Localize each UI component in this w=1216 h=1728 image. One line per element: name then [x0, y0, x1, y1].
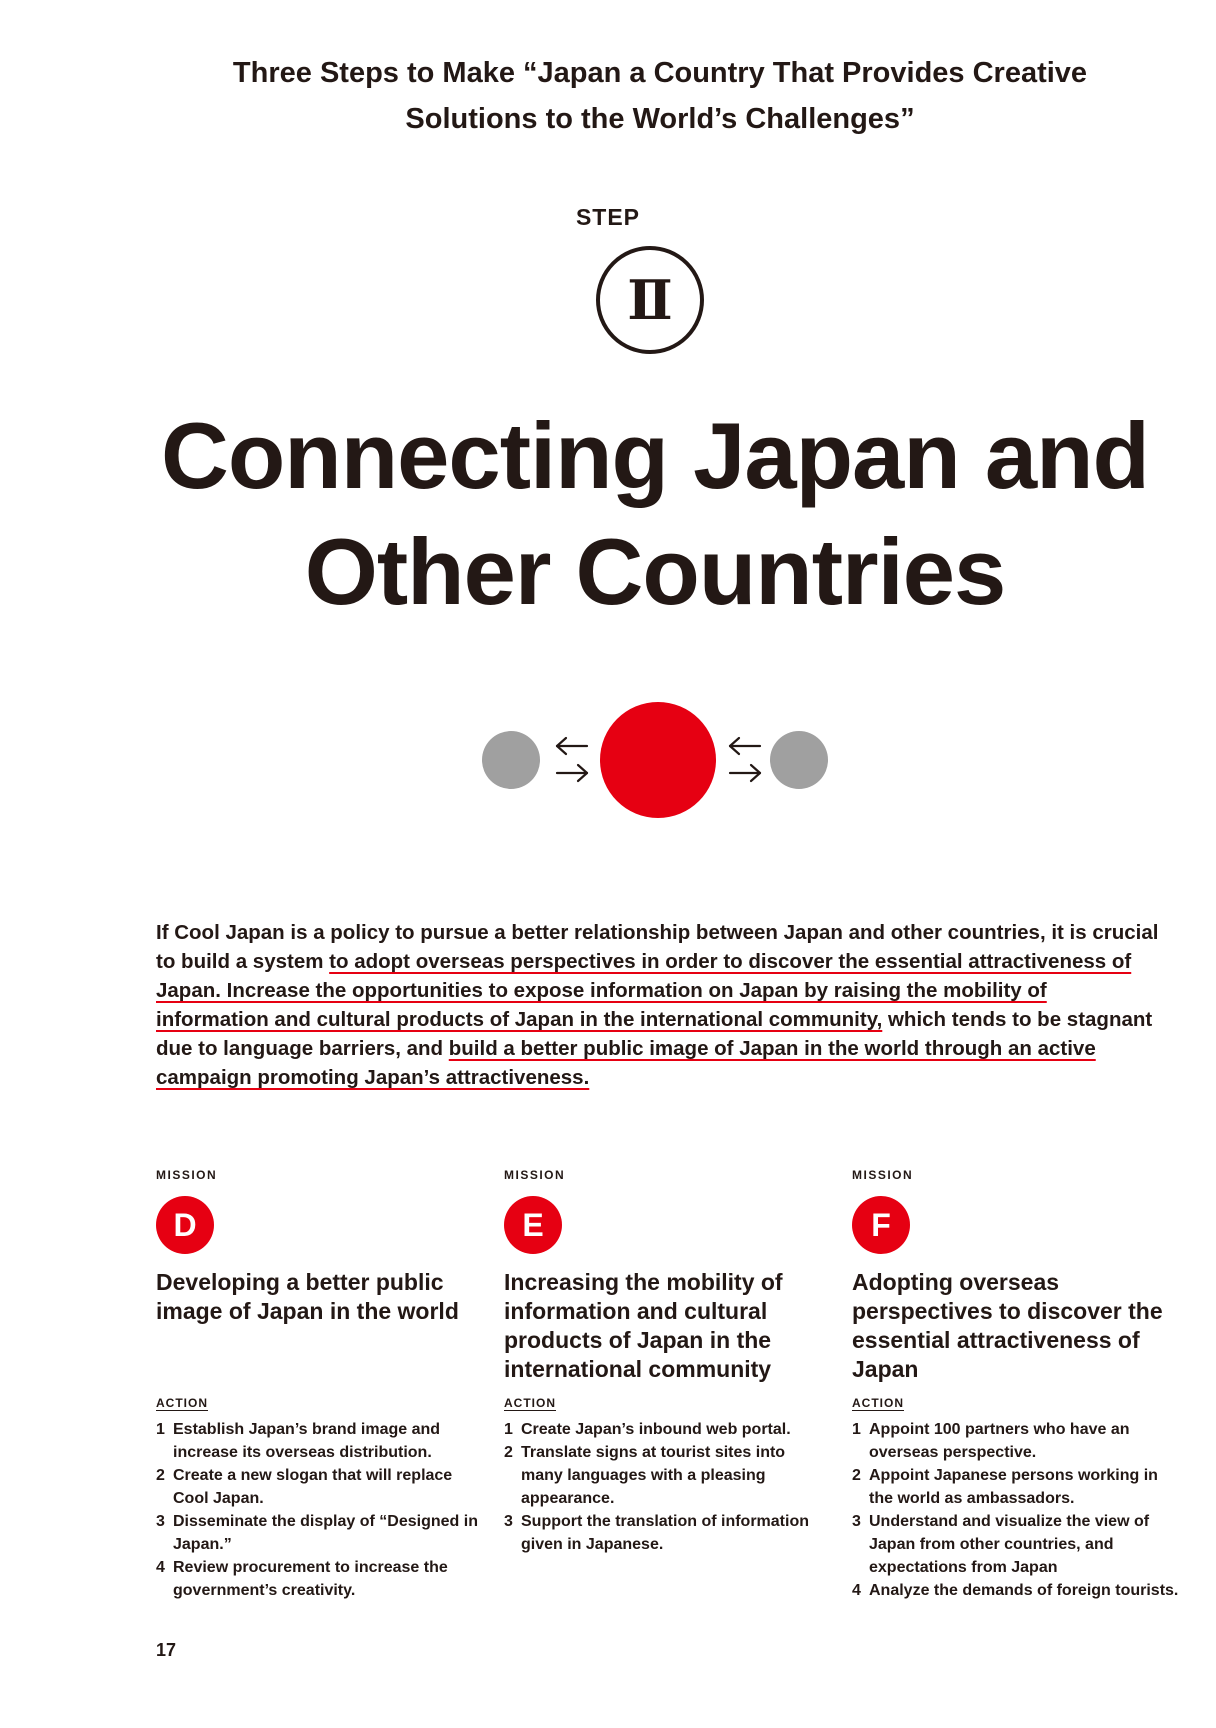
mission-letter: F: [871, 1206, 891, 1243]
page-heading-line-1: Three Steps to Make “Japan a Country That Provides Creative: [232, 57, 1088, 89]
action-item: [852, 1418, 1182, 1464]
mission-label: MISSION: [852, 1168, 914, 1182]
action-number: 1: [156, 1421, 165, 1438]
mission-f: [852, 1168, 1182, 1602]
action-text: Appoint Japanese persons working in the world as ambassadors.: [869, 1467, 1158, 1507]
action-number: 1: [504, 1421, 513, 1438]
action-list: [504, 1418, 829, 1556]
page-heading-line-2: Solutions to the World’s Challenges”: [405, 103, 915, 135]
action-text: Review procurement to increase the government’s creativity.: [173, 1559, 448, 1599]
left-arrow-icon: [557, 738, 587, 754]
page-number: 17: [156, 1640, 177, 1660]
action-number: 4: [852, 1582, 861, 1599]
left-country-circle: [482, 731, 540, 789]
page-heading: [160, 50, 1160, 142]
mission-badge-f: [852, 1196, 910, 1254]
action-number: 2: [156, 1467, 165, 1484]
action-label: ACTION: [504, 1396, 556, 1410]
mission-letter: E: [522, 1206, 544, 1243]
mission-title: Developing a better public image of Japan in the world: [156, 1269, 459, 1324]
action-item: [156, 1418, 481, 1464]
action-number: 2: [852, 1467, 861, 1484]
intro-text-2: which tends to be stagnant due to language barriers, and: [156, 1008, 1153, 1060]
mission-letter: D: [173, 1206, 197, 1243]
action-list: [852, 1418, 1182, 1602]
action-number: 3: [504, 1513, 513, 1530]
action-number: 3: [156, 1513, 165, 1530]
action-list: [156, 1418, 481, 1602]
action-item: [852, 1579, 1182, 1602]
exchange-diagram: [470, 690, 840, 830]
left-arrow-icon: [730, 738, 760, 754]
intro-text-1: If Cool Japan is a policy to pursue a better relationship between Japan and other countries, it is crucial to build a system: [156, 921, 1159, 973]
main-title-line-2: Other Countries: [304, 519, 1006, 624]
action-item: [852, 1464, 1182, 1510]
action-number: 3: [852, 1513, 861, 1530]
intro-highlight-2: build a better public image of Japan in the world through an active campaign promoting Japan’s attractiveness.: [156, 1037, 1096, 1089]
action-text: Translate signs at tourist sites into many languages with a pleasing appearance.: [521, 1444, 786, 1507]
action-item: [156, 1464, 481, 1510]
action-number: 1: [852, 1421, 861, 1438]
action-item: [852, 1510, 1182, 1579]
mission-badge-e: [504, 1196, 562, 1254]
action-item: [504, 1418, 829, 1441]
action-item: [504, 1510, 829, 1556]
right-arrow-icon: [557, 765, 587, 781]
intro-highlight-1: to adopt overseas perspectives in order to discover the essential attractiveness of Japan. Increase the opportunities to expose information on Japan by raising the mobility of information and cultural products of Japan in the international community,: [156, 950, 1132, 1031]
step-numeral: Ⅱ: [627, 268, 673, 332]
action-text: Support the translation of information given in Japanese.: [521, 1513, 809, 1553]
mission-d: [156, 1168, 481, 1602]
action-item: [156, 1510, 481, 1556]
action-item: [156, 1556, 481, 1602]
main-title-line-1: Connecting Japan and: [161, 403, 1149, 508]
action-text: Understand and visualize the view of Japan from other countries, and expectations from Japan: [869, 1513, 1150, 1576]
step-label: STEP: [575, 204, 641, 230]
action-number: 2: [504, 1444, 513, 1461]
action-label: ACTION: [852, 1396, 904, 1410]
step-number-badge: [596, 246, 704, 354]
main-title: [60, 398, 1216, 630]
intro-paragraph: [156, 918, 1161, 1092]
left-exchange-arrows-icon: [557, 738, 587, 781]
mission-label: MISSION: [504, 1168, 566, 1182]
right-exchange-arrows-icon: [730, 738, 760, 781]
action-label: ACTION: [156, 1396, 208, 1410]
mission-title: Increasing the mobility of information and cultural products of Japan in the international community: [504, 1269, 783, 1382]
mission-e: [504, 1168, 829, 1556]
action-text: Create Japan’s inbound web portal.: [521, 1421, 791, 1438]
action-text: Appoint 100 partners who have an overseas perspective.: [869, 1421, 1130, 1461]
mission-title: Adopting overseas perspectives to discover the essential attractiveness of Japan: [852, 1269, 1163, 1382]
mission-badge-d: [156, 1196, 214, 1254]
mission-label: MISSION: [156, 1168, 218, 1182]
action-text: Establish Japan’s brand image and increase its overseas distribution.: [173, 1421, 441, 1461]
action-number: 4: [156, 1559, 165, 1576]
action-text: Create a new slogan that will replace Cool Japan.: [173, 1467, 453, 1507]
action-text: Analyze the demands of foreign tourists.: [869, 1582, 1179, 1599]
japan-circle: [600, 702, 716, 818]
right-country-circle: [770, 731, 828, 789]
action-item: [504, 1441, 829, 1510]
right-arrow-icon: [730, 765, 760, 781]
action-text: Disseminate the display of “Designed in Japan.”: [173, 1513, 478, 1553]
